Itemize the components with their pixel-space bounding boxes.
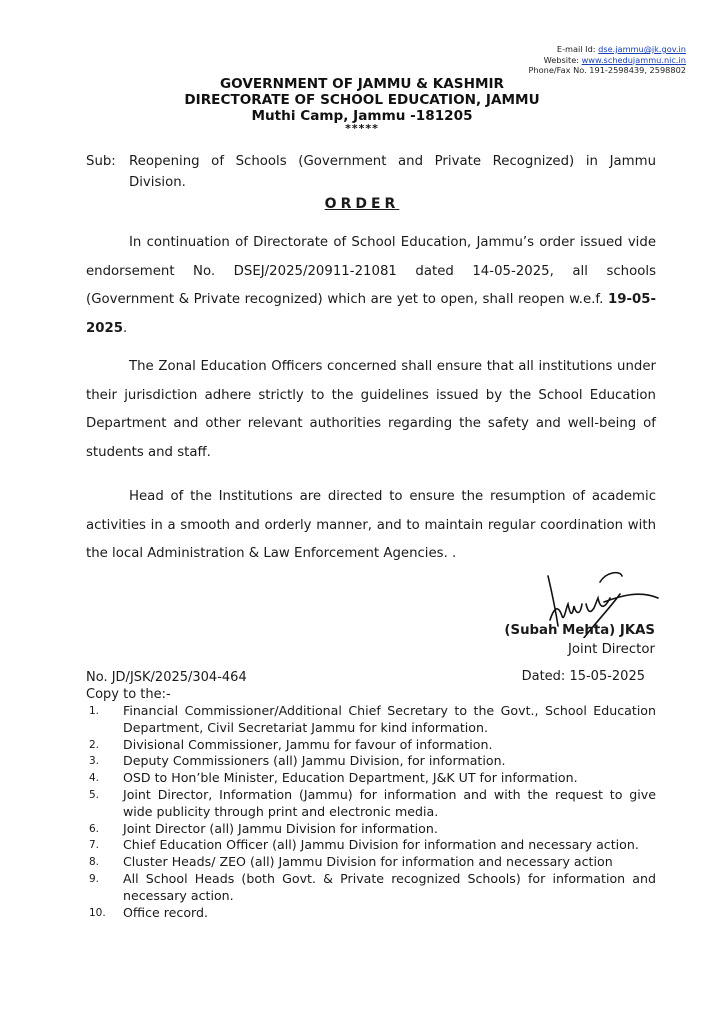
dated-line: Dated: 15-05-2025 <box>521 669 645 684</box>
phone-line: Phone/Fax No. 191-2598439, 2598802 <box>528 65 686 75</box>
list-text: All School Heads (both Govt. & Private recognized Schools) for information and necessary action. <box>123 870 656 903</box>
list-item <box>86 787 656 821</box>
list-number: 4. <box>89 772 100 785</box>
website-label: Website: <box>543 54 579 65</box>
subject-line <box>86 151 656 193</box>
list-text: Joint Director (all) Jammu Division for information. <box>123 820 438 836</box>
reference-block <box>86 669 247 703</box>
letterhead-address: Muthi Camp, Jammu -181205 <box>251 108 473 124</box>
list-item <box>86 770 656 787</box>
list-number: 6. <box>89 822 100 835</box>
subject-text: Reopening of Schools (Government and Private Recognized) in Jammu Division. <box>129 154 656 190</box>
list-number: 2. <box>89 738 100 751</box>
list-item <box>86 737 656 754</box>
paragraph-1-text: In continuation of Directorate of School Education, Jammu’s order issued vide endorsement No. DSEJ/2025/20911-21081 dated 14-05-2025, all schools (Government & Private recognized) which are yet to open, shall reopen w.e.f. <box>86 235 656 307</box>
email-label: E-mail Id: <box>556 44 596 54</box>
paragraph-1-end: . <box>123 320 128 336</box>
letterhead-government: GOVERNMENT OF JAMMU & KASHMIR <box>219 76 505 92</box>
contact-block <box>529 44 686 76</box>
list-item <box>86 871 656 905</box>
subject-label: Sub: <box>86 154 116 169</box>
website-line <box>529 55 686 66</box>
paragraph-continuation <box>86 229 656 343</box>
copy-to-list <box>86 703 656 921</box>
list-number: 8. <box>89 856 100 869</box>
list-number: 7. <box>89 839 100 852</box>
list-item <box>86 837 656 854</box>
list-text: OSD to Hon’ble Minister, Education Department, J&K UT for information. <box>123 770 578 786</box>
paragraph-heads-institutions: Head of the Institutions are directed to ensure the resumption of academic activities in a smooth and orderly manner, and to maintain regular coordination with the local Administration & Law Enforcement Agencies. . <box>86 489 656 561</box>
list-text: Deputy Commissioners (all) Jammu Division, for information. <box>123 753 506 769</box>
list-item <box>86 821 656 838</box>
list-number: 3. <box>89 755 100 768</box>
list-text: Financial Commissioner/Additional Chief Secretary to the Govt., School Education Department, Civil Secretariat Jammu for kind information. <box>123 703 656 735</box>
email-link[interactable]: dse.jammu@jk.gov.in <box>598 44 686 54</box>
list-text: Chief Education Officer (all) Jammu Division for information and necessary action. <box>123 837 639 853</box>
letterhead-stars: ***** <box>345 122 379 135</box>
reopen-date: 19-05-2025 <box>86 292 656 336</box>
list-number: 5. <box>89 788 100 801</box>
copy-to-heading: Copy to the:- <box>86 687 171 702</box>
list-item <box>86 703 656 737</box>
list-item <box>86 905 656 922</box>
list-number: 1. <box>89 705 100 717</box>
letterhead-directorate: DIRECTORATE OF SCHOOL EDUCATION, JAMMU <box>184 92 540 108</box>
reference-number: No. JD/JSK/2025/304-464 <box>86 670 247 685</box>
list-item <box>86 854 656 871</box>
order-title: ORDER <box>324 196 400 212</box>
email-line <box>529 44 686 55</box>
list-number: 9. <box>89 872 100 885</box>
letterhead <box>0 76 724 134</box>
list-text: Office record. <box>123 904 208 920</box>
website-link[interactable]: www.schedujammu.nic.in <box>581 54 686 65</box>
signatory-designation: Joint Director <box>567 642 655 657</box>
list-text: Divisional Commissioner, Jammu for favour of information. <box>123 736 493 752</box>
list-text: Joint Director, Information (Jammu) for information and with the request to give wide publicity through print and electronic media. <box>123 786 656 819</box>
paragraph-zonal-officers: The Zonal Education Officers concerned shall ensure that all institutions under their jurisdiction adhere strictly to the guidelines issued by the School Education Department and other relevant authorities regarding the safety and well-being of students and staff. <box>86 359 656 460</box>
list-item <box>86 753 656 770</box>
list-number: 10. <box>89 906 106 919</box>
list-text: Cluster Heads/ ZEO (all) Jammu Division for information and necessary action <box>123 854 613 870</box>
signatory-name: (Subah Mehta) JKAS <box>504 623 655 638</box>
